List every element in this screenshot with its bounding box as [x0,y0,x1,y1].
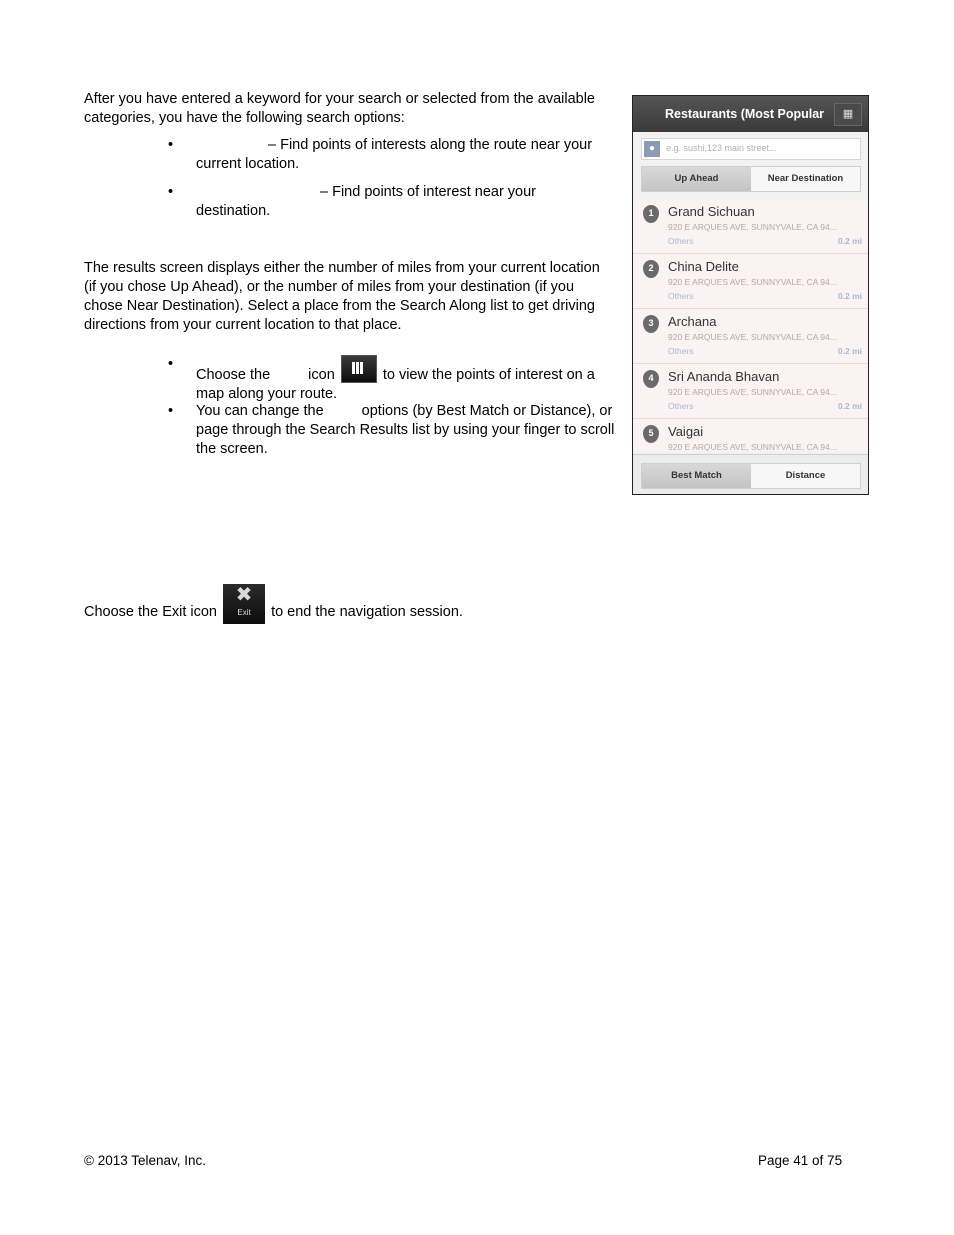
bullet-dot: • [168,137,174,153]
sort-tabs [641,463,861,489]
place-address: 920 E ARQUES AVE, SUNNYVALE, CA 94... [668,332,837,342]
search-placeholder: e.g. sushi,123 main street... [666,143,777,153]
search-mode-tabs [641,166,861,192]
map-icon[interactable]: ▦ [834,103,862,126]
location-pin-icon: 5 [643,425,659,443]
place-name: Vaigai [668,424,704,439]
bullet-map-text-a: Choose the [196,367,271,383]
results-paragraph: The results screen displays either the number of miles from your current location (if you chose Up Ahead), or the number of miles from your destination (if you chose Near Destination). Select a place from the Search Along list to get driving directions from your current location to that place. [84,260,600,333]
bullet-sort-text-a: You can change the [196,403,324,419]
place-category: Others [668,346,694,356]
location-pin-icon: 3 [643,315,659,333]
bullet-dot: • [168,403,174,419]
place-distance: 0.2 mi [837,346,862,356]
phone-screenshot [632,95,869,495]
place-category: Others [668,236,694,246]
place-name: Sri Ananda Bhavan [668,369,780,384]
location-pin-icon: 1 [643,205,659,223]
results-list[interactable] [633,199,868,451]
list-item[interactable] [633,254,868,309]
place-address: 920 E ARQUES AVE, SUNNYVALE, CA 94... [668,442,837,451]
exit-text-before: Choose the Exit icon [84,604,217,620]
place-category: Others [668,291,694,301]
list-item[interactable] [633,199,868,254]
list-item[interactable] [633,309,868,364]
place-address: 920 E ARQUES AVE, SUNNYVALE, CA 94... [668,277,837,287]
location-pin-icon: 2 [643,260,659,278]
place-category: Others [668,401,694,411]
close-icon: ✖ [235,582,253,606]
tab-distance[interactable]: Distance [751,464,860,488]
bullet-near-destination-text: – Find points of interest near your destination. [196,184,537,219]
sort-bar [633,454,868,495]
bullet-sort-text-b: options (by Best Match or Distance), or page through the Search Results list by using your finger to scroll the screen. [196,403,615,457]
place-name: Grand Sichuan [668,204,755,219]
phone-header [633,96,868,132]
place-address: 920 E ARQUES AVE, SUNNYVALE, CA 94... [668,222,837,232]
bullet-up-ahead-text: – Find points of interests along the route near your current location. [196,137,593,172]
bullet-dot: • [168,184,174,200]
tab-up-ahead[interactable]: Up Ahead [642,167,751,191]
place-distance: 0.2 mi [837,236,862,246]
search-input[interactable] [641,138,861,160]
list-item[interactable] [633,364,868,419]
tab-near-destination[interactable]: Near Destination [751,167,860,191]
footer-page-number: Page 41 of 75 [758,1153,843,1168]
exit-icon-label: Exit [237,608,251,617]
place-address: 920 E ARQUES AVE, SUNNYVALE, CA 94... [668,387,837,397]
place-distance: 0.2 mi [837,291,862,301]
place-distance: 0.2 mi [837,401,862,411]
map-icon[interactable] [341,355,377,383]
microphone-icon[interactable]: ● [644,141,660,157]
exit-icon[interactable] [223,584,265,624]
bullet-dot: • [168,356,174,372]
location-pin-icon: 4 [643,370,659,388]
phone-title: Restaurants (Most Popular [665,107,825,121]
bullet-map-text-c: to view the points of interest on a map along your route. [196,367,595,402]
tab-best-match[interactable]: Best Match [642,464,751,488]
exit-text-after: to end the navigation session. [271,604,463,620]
place-name: Archana [668,314,717,329]
exit-instruction [84,584,463,624]
footer-copyright: © 2013 Telenav, Inc. [84,1153,207,1168]
list-item[interactable] [633,419,868,451]
place-name: China Delite [668,259,739,274]
intro-paragraph: After you have entered a keyword for your search or selected from the available categories, you have the following search options: [84,91,595,126]
bullet-map-text-b: icon [308,367,335,383]
